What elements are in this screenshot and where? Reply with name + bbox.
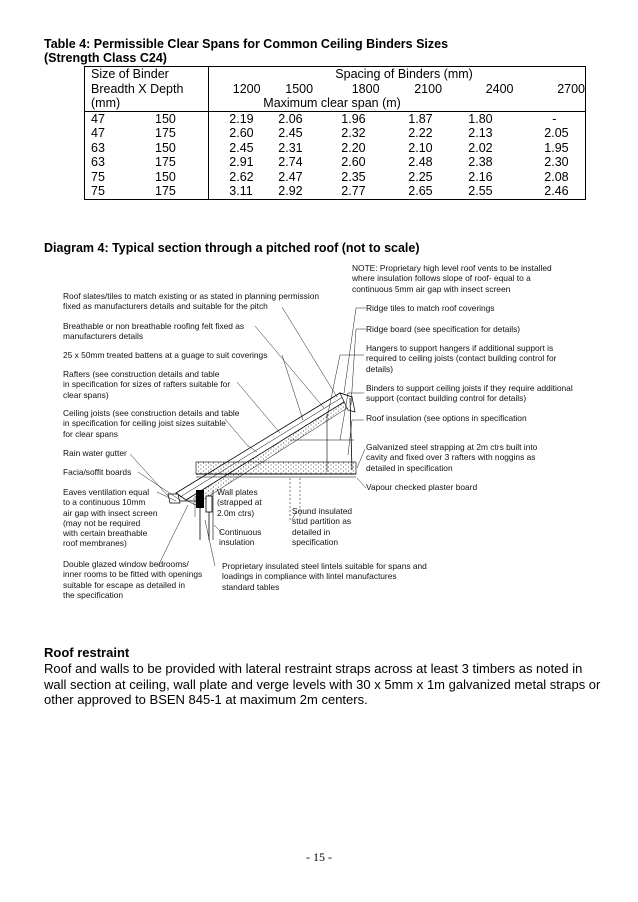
span-value: 2.45 (278, 126, 303, 140)
span-value: 2.08 (544, 169, 569, 184)
label-roofing-felt: Breathable or non breathable roofing felt fixed as manufacturers details (63, 321, 245, 342)
spacing-2700: 2700 (557, 81, 585, 96)
span-value: 2.10 (408, 140, 433, 155)
depth-value: 150 (155, 169, 176, 184)
depth-value: 150 (155, 140, 176, 155)
header-mm: (mm) (85, 96, 209, 111)
page-number: - 15 - (306, 850, 332, 864)
label-battens: 25 x 50mm treated battens at a guage to suit coverings (63, 350, 268, 360)
label-facia-soffit: Facia/soffit boards (63, 467, 132, 477)
span-value: 2.55 (468, 184, 493, 198)
header-max-span: Maximum clear span (m) (209, 96, 586, 111)
label-ceiling-joists: Ceiling joists (see construction details and table in specification for ceiling joist sizes suitable for clear spans (63, 408, 240, 439)
depth-value: 175 (155, 155, 176, 169)
span-value: 2.60 (341, 155, 366, 169)
label-roof-slates: Roof slates/tiles to match existing or as stated in planning permission fixed as manufacturers details and suitable for the pitch (63, 291, 320, 312)
roof-restraint-body: Roof and walls to be provided with lateral restraint straps across at least 3 timbers as noted in wall section at ceiling, wall plate and verge levels with 30 x 5mm x 1m galvanized metal straps or other approved to BSEN 845-1 at maximum 2m centers. (44, 661, 601, 707)
breadth-value: 63 (91, 140, 105, 155)
spacing-2100: 2100 (414, 81, 443, 96)
label-hangers: Hangers to support hangers if additional support is required to ceiling joists (contact building control for details) (366, 343, 557, 374)
span-value: 2.48 (408, 155, 433, 169)
diagram4-title: Diagram 4: Typical section through a pitched roof (not to scale) (44, 241, 420, 255)
span-value: - (552, 111, 557, 126)
spacing-1800: 1800 (351, 81, 380, 96)
label-eaves-ventilation: Eaves ventilation equal to a continuous 10mm air gap with insect screen (may not be required with certain breathable roof membranes) (63, 487, 158, 549)
ceiling-insulation (196, 462, 356, 474)
depth-value: 175 (155, 184, 176, 198)
label-double-glazed-window: Double glazed window bedrooms/ inner rooms to be fitted with openings suitable for escape as detailed in the specification (63, 559, 203, 600)
gutter (168, 494, 180, 503)
span-value: 2.65 (408, 184, 433, 198)
span-value: 2.05 (544, 126, 569, 140)
span-value: 2.16 (468, 169, 493, 184)
spacing-1500: 1500 (285, 81, 314, 96)
label-rafters: Rafters (see construction details and table in specification for sizes of rafters suitable for clear spans) (63, 369, 231, 400)
label-binders: Binders to support ceiling joists if they require additional support (contact building control for details) (366, 383, 573, 404)
table4-title-line2: (Strength Class C24) (44, 51, 167, 65)
breadth-value: 47 (91, 111, 105, 126)
label-vapour-plaster-board: Vapour checked plaster board (366, 482, 478, 492)
span-value: 2.47 (278, 169, 303, 184)
roof-vents-note: NOTE: Proprietary high level roof vents to be installed where insulation follows slope of roof- equal to a continuous 5mm air gap with insect screen (352, 263, 552, 294)
wall-plate (196, 490, 204, 508)
breadth-value: 63 (91, 155, 105, 169)
label-rain-water-gutter: Rain water gutter (63, 448, 127, 458)
span-value: 2.25 (408, 169, 433, 184)
span-value: 2.92 (278, 184, 303, 198)
span-value: 2.77 (341, 184, 366, 198)
label-continuous-insulation: Continuous insulation (219, 527, 262, 548)
header-size-of-binder: Size of Binder (85, 67, 209, 82)
span-value: 2.45 (229, 140, 254, 155)
span-value: 3.11 (229, 184, 253, 198)
span-value: 2.74 (278, 155, 303, 169)
span-value: 2.35 (341, 169, 366, 184)
label-ridge-tiles: Ridge tiles to match roof coverings (366, 303, 495, 313)
spacing-1200: 1200 (232, 81, 261, 96)
breadth-value: 75 (91, 184, 105, 198)
span-value: 1.95 (544, 140, 569, 155)
span-value: 2.46 (544, 184, 569, 198)
span-value: 2.20 (341, 140, 366, 155)
span-value: 2.19 (229, 111, 254, 126)
header-spacing-title: Spacing of Binders (mm) (335, 67, 473, 81)
span-value: 2.38 (468, 155, 493, 169)
span-value: 2.60 (229, 126, 254, 140)
span-value: 2.31 (278, 140, 303, 155)
label-steel-lintels: Proprietary insulated steel lintels suitable for spans and loadings in compliance with lintel manufactures standard tables (222, 561, 427, 592)
span-value: 2.91 (229, 155, 254, 169)
label-wall-plates: Wall plates (strapped at 2.0m ctrs) (217, 487, 262, 518)
label-galvanized-strapping: Galvanized steel strapping at 2m ctrs built into cavity and fixed over 3 rafters with noggins as detailed in specification (366, 442, 538, 473)
span-value: 2.13 (468, 126, 493, 140)
span-value: 1.96 (341, 111, 366, 126)
span-value: 1.87 (408, 111, 433, 126)
breadth-value: 75 (91, 169, 105, 184)
table4-title-line1: Table 4: Permissible Clear Spans for Common Ceiling Binders Sizes (44, 37, 449, 51)
span-value: 2.62 (229, 169, 254, 184)
span-value: 2.32 (341, 126, 366, 140)
span-value: 2.30 (544, 155, 569, 169)
label-sound-insulated-partition: Sound insulated stud partition as detailed in specification (292, 506, 353, 547)
span-value: 1.80 (468, 111, 493, 126)
span-value: 2.02 (468, 140, 493, 155)
span-value: 2.22 (408, 126, 433, 140)
span-value: 2.06 (278, 111, 303, 126)
roof-restraint-heading: Roof restraint (44, 645, 130, 660)
depth-value: 150 (155, 111, 176, 126)
label-ridge-board: Ridge board (see specification for details) (366, 324, 521, 334)
spacing-2400: 2400 (485, 81, 514, 96)
breadth-value: 47 (91, 126, 105, 140)
depth-value: 175 (155, 126, 176, 140)
label-roof-insulation: Roof insulation (see options in specification (366, 413, 527, 423)
header-breadth-depth: Breadth X Depth (85, 82, 209, 97)
